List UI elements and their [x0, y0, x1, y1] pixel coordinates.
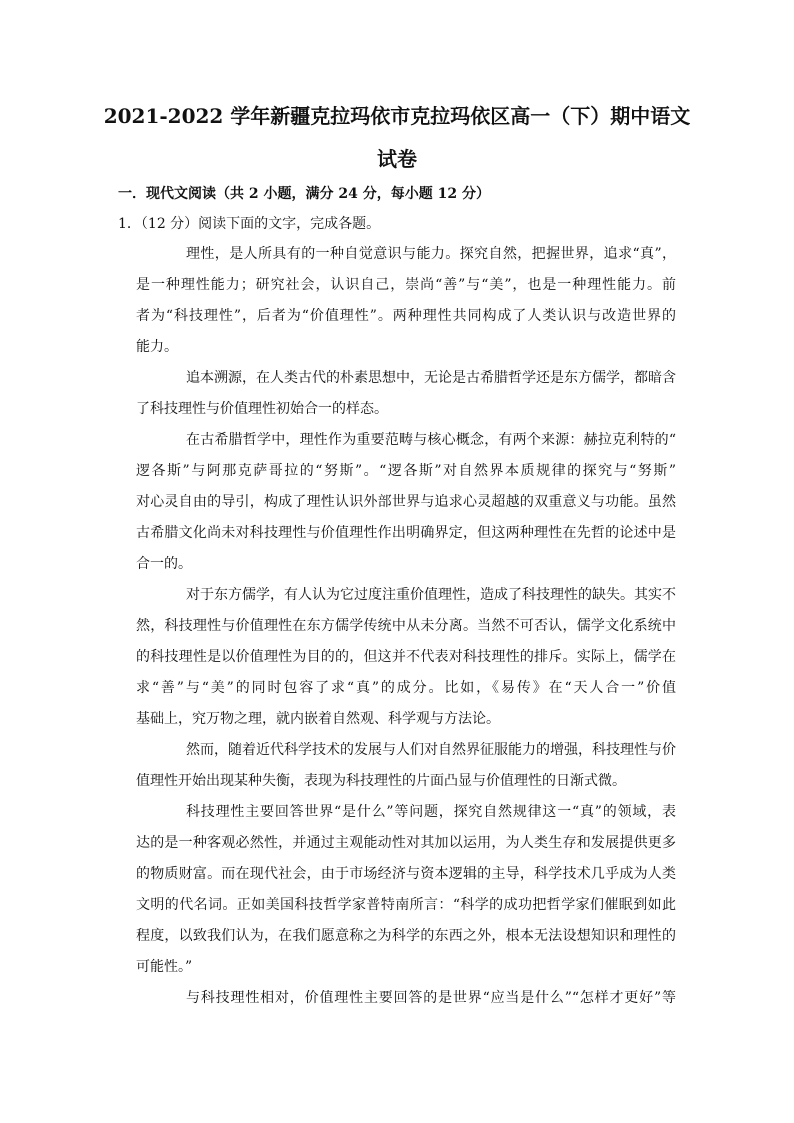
passage-line: 追本溯源，在人类古代的朴素思想中，无论是古希腊哲学还是东方儒学，都暗含 [186, 370, 676, 386]
passage-line: 达的是一种客观必然性，并通过主观能动性对其加以运用，为人类生存和发展提供更多 [136, 835, 676, 851]
passage-line: 文明的代名词。正如美国科技哲学家普特南所言：“科学的成功把哲学家们催眠到如此 [136, 897, 676, 913]
passage-line: 了科技理性与价值理性初始合一的样态。 [136, 401, 388, 417]
document-title-line-2: 试卷 [377, 147, 417, 171]
passage-line: 然，科技理性与价值理性在东方儒学传统中从未分离。当然不可否认，儒学文化系统中 [136, 618, 676, 634]
passage-line: 理性，是人所具有的一种自觉意识与能力。探究自然，把握世界，追求“真”， [186, 246, 676, 262]
passage-line: 求“善”与“美”的同时包容了求“真”的成分。比如，《易传》在“天人合一”价值 [136, 680, 676, 696]
section-heading: 一．现代文阅读（共 2 小题，满分 24 分，每小题 12 分） [118, 186, 490, 202]
passage-line: 可能性。” [136, 959, 193, 975]
passage-line: 值理性开始出现某种失衡，表现为科技理性的片面凸显与价值理性的日渐式微。 [136, 773, 626, 789]
question-heading: 1．（12 分）阅读下面的文字，完成各题。 [118, 216, 381, 232]
passage-line: 逻各斯”与阿那克萨哥拉的“努斯”。“逻各斯”对自然界本质规律的探究与“努斯” [136, 463, 676, 479]
passage-line: 的物质财富。而在现代社会，由于市场经济与资本逻辑的主导，科学技术几乎成为人类 [136, 866, 676, 882]
passage-line: 对于东方儒学，有人认为它过度注重价值理性，造成了科技理性的缺失。其实不 [186, 587, 676, 603]
passage-line: 程度，以致我们认为，在我们愿意称之为科学的东西之外，根本无法设想知识和理性的 [136, 928, 676, 944]
passage-line: 是一种理性能力；研究社会，认识自己，崇尚“善”与“美”，也是一种理性能力。前 [136, 277, 676, 293]
document-title-line-1: 2021-2022 学年新疆克拉玛依市克拉玛依区高一（下）期中语文 [103, 104, 691, 128]
passage-line: 古希腊文化尚未对科技理性与价值理性作出明确界定，但这两种理性在先哲的论述中是 [136, 525, 676, 541]
passage-line: 能力。 [136, 339, 178, 355]
passage-line: 然而，随着近代科学技术的发展与人们对自然界征服能力的增强，科技理性与价 [186, 742, 676, 758]
passage-line: 科技理性主要回答世界“是什么”等问题，探究自然规律这一“真”的领域，表 [186, 804, 676, 820]
passage-line: 合一的。 [136, 556, 192, 572]
passage-line: 对心灵自由的导引，构成了理性认识外部世界与追求心灵超越的双重意义与功能。虽然 [136, 494, 676, 510]
reading-passage [136, 239, 676, 1014]
passage-line: 与科技理性相对，价值理性主要回答的是世界“应当是什么”“怎样才更好”等 [186, 990, 676, 1006]
passage-line: 者为“科技理性”，后者为“价值理性”。两种理性共同构成了人类认识与改造世界的 [136, 308, 676, 324]
passage-line: 基础上，究万物之理，就内嵌着自然观、科学观与方法论。 [136, 711, 500, 727]
passage-line: 在古希腊哲学中，理性作为重要范畴与核心概念，有两个来源：赫拉克利特的“ [186, 432, 676, 448]
passage-line: 的科技理性是以价值理性为目的的，但这并不代表对科技理性的排斥。实际上，儒学在 [136, 649, 676, 665]
